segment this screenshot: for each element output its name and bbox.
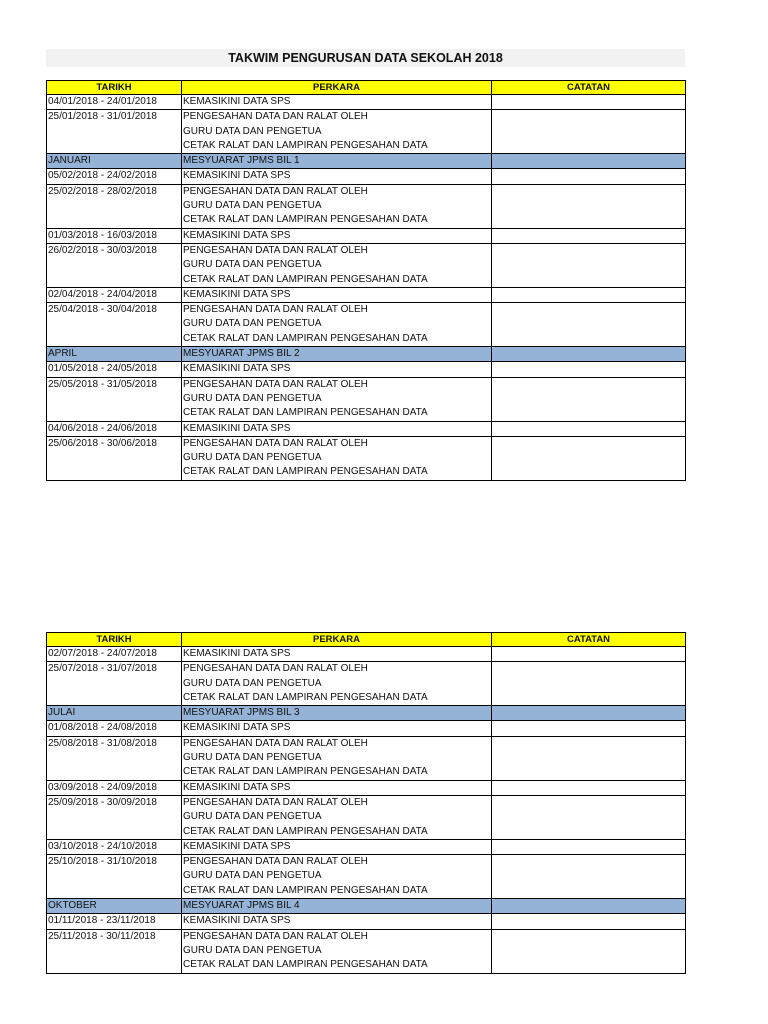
cell-perkara xyxy=(182,287,492,302)
cell-perkara xyxy=(182,855,492,899)
perkara-line: CETAK RALAT DAN LAMPIRAN PENGESAHAN DATA xyxy=(183,273,428,285)
cell-catatan xyxy=(492,780,686,795)
perkara-line: KEMASIKINI DATA SPS xyxy=(183,96,291,107)
perkara-line: PENGESAHAN DATA DAN RALAT OLEH xyxy=(183,111,368,123)
perkara-line: PENGESAHAN DATA DAN RALAT OLEH xyxy=(183,244,368,256)
perkara-line: MESYUARAT JPMS BIL 4 xyxy=(183,900,300,912)
cell-perkara xyxy=(182,929,492,973)
table-row xyxy=(47,110,686,154)
header-catatan: CATATAN xyxy=(492,633,686,647)
cell-perkara xyxy=(182,436,492,480)
cell-catatan xyxy=(492,899,686,914)
table-row xyxy=(47,647,686,662)
perkara-line: GURU DATA DAN PENGETUA xyxy=(183,125,322,137)
perkara-line: GURU DATA DAN PENGETUA xyxy=(183,870,322,882)
cell-tarikh: 25/08/2018 - 31/08/2018 xyxy=(47,736,182,780)
cell-perkara xyxy=(182,736,492,780)
perkara-line: CETAK RALAT DAN LAMPIRAN PENGESAHAN DATA xyxy=(183,466,428,478)
cell-catatan xyxy=(492,110,686,154)
table-row xyxy=(47,436,686,480)
perkara-line: CETAK RALAT DAN LAMPIRAN PENGESAHAN DATA xyxy=(183,214,428,226)
table-row xyxy=(47,243,686,287)
cell-tarikh: 25/01/2018 - 31/01/2018 xyxy=(47,110,182,154)
cell-tarikh: 04/01/2018 - 24/01/2018 xyxy=(47,95,182,110)
cell-tarikh: 01/05/2018 - 24/05/2018 xyxy=(47,362,182,377)
perkara-line: KEMASIKINI DATA SPS xyxy=(183,840,291,852)
cell-catatan xyxy=(492,287,686,302)
table-row xyxy=(47,929,686,973)
header-perkara: PERKARA xyxy=(182,81,492,95)
cell-catatan xyxy=(492,421,686,436)
cell-perkara xyxy=(182,303,492,347)
cell-perkara xyxy=(182,377,492,421)
table-row xyxy=(47,736,686,780)
perkara-line: PENGESAHAN DATA DAN RALAT OLEH xyxy=(183,185,368,197)
perkara-line: KEMASIKINI DATA SPS xyxy=(183,422,291,434)
header-perkara: PERKARA xyxy=(182,633,492,647)
cell-catatan xyxy=(492,362,686,377)
cell-tarikh: 05/02/2018 - 24/02/2018 xyxy=(47,169,182,184)
perkara-line: CETAK RALAT DAN LAMPIRAN PENGESAHAN DATA xyxy=(183,959,428,971)
cell-catatan xyxy=(492,95,686,110)
perkara-line: CETAK RALAT DAN LAMPIRAN PENGESAHAN DATA xyxy=(183,332,428,344)
perkara-line: GURU DATA DAN PENGETUA xyxy=(183,392,322,404)
cell-tarikh: 03/10/2018 - 24/10/2018 xyxy=(47,839,182,854)
cell-perkara xyxy=(182,95,492,110)
table-row xyxy=(47,184,686,228)
perkara-line: PENGESAHAN DATA DAN RALAT OLEH xyxy=(183,856,368,868)
schedule-table-2 xyxy=(46,632,686,974)
cell-perkara xyxy=(182,347,492,362)
cell-perkara xyxy=(182,228,492,243)
cell-perkara xyxy=(182,647,492,662)
perkara-line: CETAK RALAT DAN LAMPIRAN PENGESAHAN DATA xyxy=(183,825,428,837)
title-bar xyxy=(46,49,685,67)
perkara-line: GURU DATA DAN PENGETUA xyxy=(183,752,322,764)
cell-catatan xyxy=(492,929,686,973)
cell-tarikh: 01/03/2018 - 16/03/2018 xyxy=(47,228,182,243)
table-row xyxy=(47,95,686,110)
perkara-line: MESYUARAT JPMS BIL 2 xyxy=(183,348,300,360)
cell-perkara xyxy=(182,899,492,914)
cell-perkara xyxy=(182,706,492,721)
cell-catatan xyxy=(492,154,686,169)
perkara-line: PENGESAHAN DATA DAN RALAT OLEH xyxy=(183,663,368,675)
perkara-line: PENGESAHAN DATA DAN RALAT OLEH xyxy=(183,930,368,942)
cell-tarikh: 25/06/2018 - 30/06/2018 xyxy=(47,436,182,480)
perkara-line: KEMASIKINI DATA SPS xyxy=(183,648,291,659)
perkara-line: GURU DATA DAN PENGETUA xyxy=(183,452,322,464)
cell-catatan xyxy=(492,839,686,854)
table-header-row xyxy=(47,633,686,647)
perkara-line: GURU DATA DAN PENGETUA xyxy=(183,944,322,956)
table-row xyxy=(47,839,686,854)
cell-tarikh: 25/02/2018 - 28/02/2018 xyxy=(47,184,182,228)
cell-perkara xyxy=(182,184,492,228)
table-row xyxy=(47,287,686,302)
table-row xyxy=(47,169,686,184)
cell-tarikh: 03/09/2018 - 24/09/2018 xyxy=(47,780,182,795)
cell-perkara xyxy=(182,721,492,736)
perkara-line: PENGESAHAN DATA DAN RALAT OLEH xyxy=(183,378,368,390)
cell-perkara xyxy=(182,110,492,154)
table-row xyxy=(47,421,686,436)
page-title: TAKWIM PENGURUSAN DATA SEKOLAH 2018 xyxy=(228,51,503,65)
perkara-line: KEMASIKINI DATA SPS xyxy=(183,915,291,927)
cell-catatan xyxy=(492,706,686,721)
cell-tarikh: 25/04/2018 - 30/04/2018 xyxy=(47,303,182,347)
table-row xyxy=(47,662,686,706)
perkara-line: PENGESAHAN DATA DAN RALAT OLEH xyxy=(183,737,368,749)
cell-perkara xyxy=(182,780,492,795)
cell-tarikh: JANUARI xyxy=(47,154,182,169)
cell-catatan xyxy=(492,662,686,706)
perkara-line: PENGESAHAN DATA DAN RALAT OLEH xyxy=(183,796,368,808)
table-row xyxy=(47,914,686,929)
cell-catatan xyxy=(492,347,686,362)
cell-catatan xyxy=(492,795,686,839)
perkara-line: KEMASIKINI DATA SPS xyxy=(183,170,291,182)
meeting-row xyxy=(47,706,686,721)
perkara-line: GURU DATA DAN PENGETUA xyxy=(183,318,322,330)
schedule-table-1 xyxy=(46,80,686,481)
perkara-line: PENGESAHAN DATA DAN RALAT OLEH xyxy=(183,304,368,316)
perkara-line: MESYUARAT JPMS BIL 1 xyxy=(183,155,300,167)
cell-tarikh: 25/09/2018 - 30/09/2018 xyxy=(47,795,182,839)
cell-tarikh: 26/02/2018 - 30/03/2018 xyxy=(47,243,182,287)
cell-catatan xyxy=(492,647,686,662)
cell-perkara xyxy=(182,914,492,929)
cell-catatan xyxy=(492,169,686,184)
perkara-line: KEMASIKINI DATA SPS xyxy=(183,363,291,375)
table-row xyxy=(47,721,686,736)
cell-catatan xyxy=(492,736,686,780)
perkara-line: CETAK RALAT DAN LAMPIRAN PENGESAHAN DATA xyxy=(183,884,428,896)
perkara-line: GURU DATA DAN PENGETUA xyxy=(183,200,322,212)
perkara-line: GURU DATA DAN PENGETUA xyxy=(183,259,322,271)
cell-catatan xyxy=(492,228,686,243)
cell-catatan xyxy=(492,184,686,228)
cell-perkara xyxy=(182,154,492,169)
cell-tarikh: 25/10/2018 - 31/10/2018 xyxy=(47,855,182,899)
cell-tarikh: 02/04/2018 - 24/04/2018 xyxy=(47,287,182,302)
cell-tarikh: 02/07/2018 - 24/07/2018 xyxy=(47,647,182,662)
cell-catatan xyxy=(492,243,686,287)
perkara-line: CETAK RALAT DAN LAMPIRAN PENGESAHAN DATA xyxy=(183,139,428,151)
table-row xyxy=(47,795,686,839)
cell-perkara xyxy=(182,362,492,377)
cell-tarikh: APRIL xyxy=(47,347,182,362)
cell-tarikh: 25/11/2018 - 30/11/2018 xyxy=(47,929,182,973)
cell-tarikh: 01/08/2018 - 24/08/2018 xyxy=(47,721,182,736)
table-row xyxy=(47,780,686,795)
cell-perkara xyxy=(182,662,492,706)
header-tarikh: TARIKH xyxy=(47,81,182,95)
table-row xyxy=(47,362,686,377)
table-row xyxy=(47,855,686,899)
cell-catatan xyxy=(492,303,686,347)
cell-catatan xyxy=(492,914,686,929)
table-header-row xyxy=(47,81,686,95)
cell-perkara xyxy=(182,169,492,184)
perkara-line: CETAK RALAT DAN LAMPIRAN PENGESAHAN DATA xyxy=(183,691,428,703)
perkara-line: CETAK RALAT DAN LAMPIRAN PENGESAHAN DATA xyxy=(183,766,428,778)
header-catatan: CATATAN xyxy=(492,81,686,95)
perkara-line: PENGESAHAN DATA DAN RALAT OLEH xyxy=(183,437,368,449)
table-row xyxy=(47,228,686,243)
perkara-line: MESYUARAT JPMS BIL 3 xyxy=(183,707,300,719)
perkara-line: CETAK RALAT DAN LAMPIRAN PENGESAHAN DATA xyxy=(183,407,428,419)
table-row xyxy=(47,303,686,347)
perkara-line: KEMASIKINI DATA SPS xyxy=(183,288,291,300)
cell-tarikh: 04/06/2018 - 24/06/2018 xyxy=(47,421,182,436)
meeting-row xyxy=(47,899,686,914)
cell-catatan xyxy=(492,377,686,421)
perkara-line: KEMASIKINI DATA SPS xyxy=(183,722,291,734)
cell-tarikh: 01/11/2018 - 23/11/2018 xyxy=(47,914,182,929)
perkara-line: GURU DATA DAN PENGETUA xyxy=(183,677,322,689)
cell-perkara xyxy=(182,421,492,436)
table-row xyxy=(47,377,686,421)
cell-perkara xyxy=(182,243,492,287)
cell-tarikh: JULAI xyxy=(47,706,182,721)
meeting-row xyxy=(47,154,686,169)
perkara-line: KEMASIKINI DATA SPS xyxy=(183,781,291,793)
perkara-line: GURU DATA DAN PENGETUA xyxy=(183,811,322,823)
cell-perkara xyxy=(182,795,492,839)
cell-catatan xyxy=(492,721,686,736)
cell-catatan xyxy=(492,436,686,480)
cell-catatan xyxy=(492,855,686,899)
cell-tarikh: OKTOBER xyxy=(47,899,182,914)
cell-perkara xyxy=(182,839,492,854)
header-tarikh: TARIKH xyxy=(47,633,182,647)
meeting-row xyxy=(47,347,686,362)
cell-tarikh: 25/07/2018 - 31/07/2018 xyxy=(47,662,182,706)
cell-tarikh: 25/05/2018 - 31/05/2018 xyxy=(47,377,182,421)
perkara-line: KEMASIKINI DATA SPS xyxy=(183,229,291,241)
